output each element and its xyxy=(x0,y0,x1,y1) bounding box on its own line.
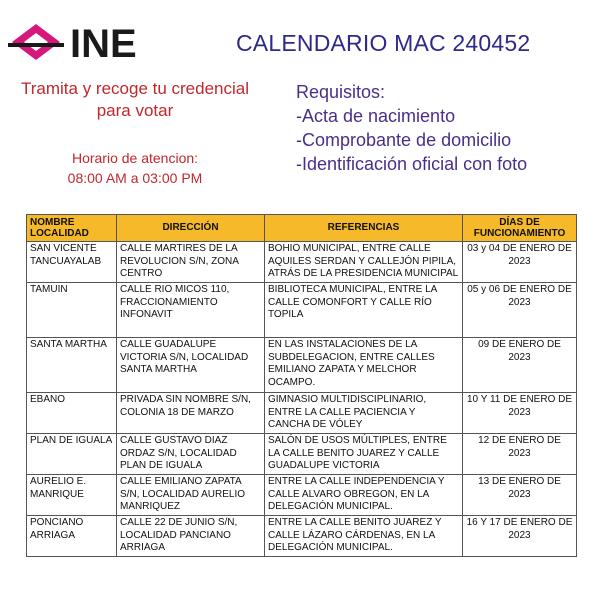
requisitos-title: Requisitos: xyxy=(296,82,386,102)
header-dias-line-1: DÍAS DE xyxy=(499,216,540,228)
calendar-table xyxy=(26,214,577,557)
header-dias-line-2: FUNCIONAMIENTO xyxy=(473,228,566,239)
requisito-item: -Identificación oficial con foto xyxy=(296,154,528,174)
requisito-item: -Comprobante de domicilio xyxy=(296,130,512,150)
logo-wordmark: INE xyxy=(70,22,137,62)
header-localidad-line-1: NOMBRE xyxy=(30,216,75,228)
cell-localidad: AURELIO E. MANRIQUE xyxy=(27,475,117,516)
header-direccion: DIRECCIÓN xyxy=(117,215,265,242)
table-row xyxy=(27,242,577,283)
cell-direccion: CALLE EMILIANO ZAPATA S/N, LOCALIDAD AURELIO MANRIQUEZ xyxy=(117,475,265,516)
horario-value: 08:00 AM a 03:00 PM xyxy=(67,170,203,186)
cell-dias: 03 y 04 DE ENERO DE 2023 xyxy=(463,242,577,283)
tramita-text xyxy=(6,78,264,122)
cell-direccion: CALLE MARTIRES DE LA REVOLUCION S/N, ZONA CENTRO xyxy=(117,242,265,283)
page-title: CALENDARIO MAC 240452 xyxy=(236,30,531,56)
cell-dias: 10 Y 11 DE ENERO DE 2023 xyxy=(463,393,577,434)
cell-localidad: SANTA MARTHA xyxy=(27,338,117,393)
header-referencias: REFERENCIAS xyxy=(265,215,463,242)
cell-localidad: SAN VICENTE TANCUAYALAB xyxy=(27,242,117,283)
cell-referencias: EN LAS INSTALACIONES DE LA SUBDELEGACION, ENTRE CALLES EMILIANO ZAPATA Y MELCHOR OCAMPO. xyxy=(265,338,463,393)
header-localidad-line-2: LOCALIDAD xyxy=(30,228,89,239)
cell-direccion: PRIVADA SIN NOMBRE S/N, COLONIA 18 DE MARZO xyxy=(117,393,265,434)
table-row xyxy=(27,516,577,557)
horario-label: Horario de atencion: xyxy=(71,150,199,166)
cell-direccion: CALLE GUADALUPE VICTORIA S/N, LOCALIDAD SANTA MARTHA xyxy=(117,338,265,393)
cell-referencias: ENTRE LA CALLE BENITO JUAREZ Y CALLE LÁZARO CÁRDENAS, EN LA DELEGACIÓN MUNICIPAL. xyxy=(265,516,463,557)
cell-referencias: BIBLIOTECA MUNICIPAL, ENTRE LA CALLE COMONFORT Y CALLE RÍO TOPILA xyxy=(265,283,463,338)
cell-dias: 12 DE ENERO DE 2023 xyxy=(463,434,577,475)
cell-direccion: CALLE RIO MICOS 110, FRACCIONAMIENTO INFONAVIT xyxy=(117,283,265,338)
table-row xyxy=(27,434,577,475)
table-header-row xyxy=(27,215,577,242)
horario-block xyxy=(40,148,230,188)
ine-logo xyxy=(8,22,186,62)
header-localidad xyxy=(27,215,117,242)
cell-dias: 13 DE ENERO DE 2023 xyxy=(463,475,577,516)
cell-dias: 05 y 06 DE ENERO DE 2023 xyxy=(463,283,577,338)
requisitos-block xyxy=(296,80,596,176)
ine-logo-graphic xyxy=(8,22,186,62)
cell-referencias: ENTRE LA CALLE INDEPENDENCIA Y CALLE ALVARO OBREGON, EN LA DELEGACIÓN MUNICIPAL. xyxy=(265,475,463,516)
tramita-line-2: para votar xyxy=(96,101,174,120)
table-row xyxy=(27,283,577,338)
cell-referencias: GIMNASIO MULTIDISCIPLINARIO, ENTRE LA CALLE PACIENCIA Y CANCHA DE VÓLEY xyxy=(265,393,463,434)
table-row xyxy=(27,475,577,516)
cell-direccion: CALLE GUSTAVO DIAZ ORDAZ S/N, LOCALIDAD PLAN DE IGUALA xyxy=(117,434,265,475)
table-row xyxy=(27,393,577,434)
header-dias xyxy=(463,215,577,242)
tramita-line-1: Tramita y recoge tu credencial xyxy=(20,79,250,98)
cell-localidad: PLAN DE IGUALA xyxy=(27,434,117,475)
cell-referencias: BOHIO MUNICIPAL, ENTRE CALLE AQUILES SERDAN Y CALLEJÓN PIPILA, ATRÁS DE LA PRESIDENCIA MUNICIPAL xyxy=(265,242,463,283)
requisito-item: -Acta de nacimiento xyxy=(296,106,456,126)
table-row xyxy=(27,338,577,393)
cell-dias: 09 DE ENERO DE 2023 xyxy=(463,338,577,393)
cell-localidad: EBANO xyxy=(27,393,117,434)
cell-localidad: TAMUIN xyxy=(27,283,117,338)
cell-localidad: PONCIANO ARRIAGA xyxy=(27,516,117,557)
cell-direccion: CALLE 22 DE JUNIO S/N, LOCALIDAD PANCIANO ARRIAGA xyxy=(117,516,265,557)
cell-dias: 16 Y 17 DE ENERO DE 2023 xyxy=(463,516,577,557)
cell-referencias: SALÓN DE USOS MÚLTIPLES, ENTRE LA CALLE BENITO JUAREZ Y CALLE GUADALUPE VICTORIA xyxy=(265,434,463,475)
